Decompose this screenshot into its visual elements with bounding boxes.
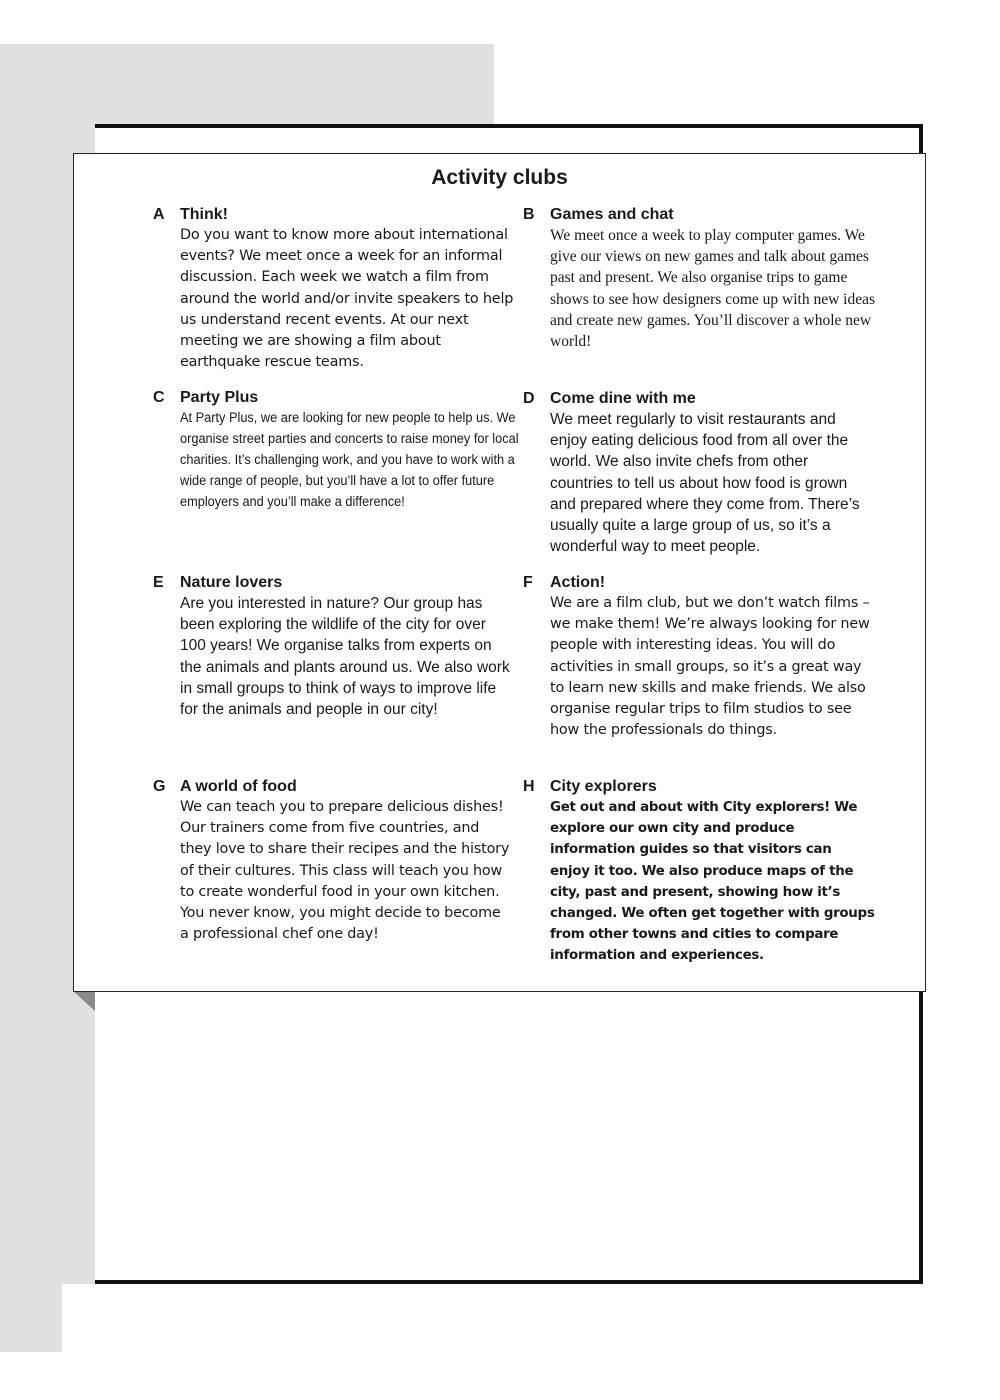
club-letter: D [523, 390, 535, 407]
club-name: City explorers [550, 778, 657, 795]
background-panel-corner [0, 1284, 62, 1352]
club-name: Party Plus [180, 389, 259, 406]
club-letter: H [523, 778, 535, 795]
page-title: Activity clubs [431, 166, 568, 189]
club-party-plus [153, 387, 520, 513]
club-description: At Party Plus, we are looking for new people to help us. We organise street parties and concerts to raise money for local charities. It’s challenging work, and you have to work with a wide range of people, but you’ll have a lot to offer future employers and you’ll make a difference! [180, 410, 519, 510]
club-letter: F [523, 574, 533, 591]
club-letter: G [153, 778, 166, 795]
club-name: Action! [550, 574, 606, 591]
club-description: We can teach you to prepare delicious dishes! Our trainers come from five countries, and they love to share their recipes and the history of their cultures. This class will teach you how to create wonderful food in your own kitchen. You never know, you might decide to become a professional chef one day! [180, 799, 510, 943]
club-name: Think! [180, 206, 228, 223]
club-description: Are you interested in nature? Our group has been exploring the wildlife of the city for over 100 years! We organise talks from experts on the animals and plants around us. We also work in small groups to think of ways to improve life for the animals and people in our city! [180, 595, 510, 719]
club-action [523, 572, 875, 741]
club-description: We meet regularly to visit restaurants and enjoy eating delicious food from all over the world. We also invite chefs from other countries to tell us about how food is grown and prepared where they come from. There’s usually quite a large group of us, so it’s a wonderful way to meet people. [550, 411, 860, 556]
club-description: Get out and about with City explorers! We explore our own city and produce information guides so that visitors can enjoy it too. We also produce maps of the city, past and present, showing how it’s changed. We often get together with groups from other towns and cities to compare information and experiences. [550, 800, 875, 964]
club-name: Games and chat [550, 206, 674, 223]
club-letter: B [523, 206, 535, 223]
club-description: We are a film club, but we don’t watch films – we make them! We’re always looking for new people with interesting ideas. You will do activities in small groups, so it’s a great way to learn new skills and make friends. We also organise regular trips to film studios to see how the professionals do things. [550, 595, 870, 739]
club-description: Do you want to know more about international events? We meet once a week for an informal discussion. Each week we watch a film from around the world and/or invite speakers to help us understand recent events. At our next meeting we are showing a film about earthquake rescue teams. [180, 227, 514, 371]
club-a-world-of-food [153, 776, 510, 945]
club-name: Nature lovers [180, 574, 283, 591]
club-games-and-chat [523, 204, 880, 352]
club-letter: C [153, 389, 165, 406]
page-fold [73, 991, 95, 1011]
club-think [153, 204, 520, 373]
club-letter: E [153, 574, 164, 591]
club-city-explorers [523, 776, 875, 967]
club-name: A world of food [180, 778, 297, 795]
club-letter: A [153, 206, 165, 223]
club-nature-lovers [153, 572, 510, 720]
activity-clubs-card [73, 153, 926, 992]
club-description: We meet once a week to play computer games. We give our views on new games and talk about games past and present. We also organise trips to game shows to see how designers come up with new ideas and create new games. You’ll discover a whole new world! [550, 227, 876, 351]
club-name: Come dine with me [550, 390, 696, 407]
club-come-dine-with-me [523, 388, 875, 557]
